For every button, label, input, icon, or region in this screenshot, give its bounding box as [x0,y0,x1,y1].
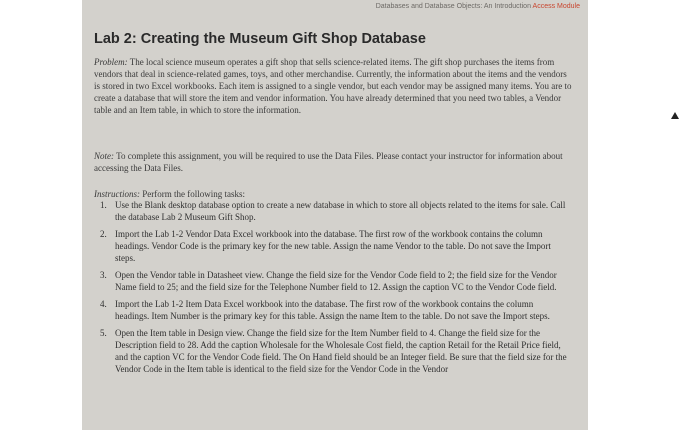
instructions-label: Instructions: [94,189,140,199]
list-item [100,199,568,223]
list-item [100,228,568,264]
note-text: To complete this assignment, you will be required to use the Data Files. Please contact your instructor for information about accessing the Data Files. [94,151,563,173]
step-text: Import the Lab 1-2 Item Data Excel workbook into the database. The first row of the workbook contains the column headings. Item Number is the primary key for this table. Assign the name Item to the table. Do not save the Import steps. [115,299,550,321]
page-title: Lab 2: Creating the Museum Gift Shop Database [94,31,426,47]
step-text: Use the Blank desktop database option to create a new database in which to store all objects related to the items for sale. Call the database Lab 2 Museum Gift Shop. [115,200,566,222]
running-head-text: Databases and Database Objects: An Introduction [375,3,531,10]
step-number: 3. [100,270,107,280]
list-item [100,298,568,322]
step-text: Open the Item table in Design view. Change the field size for the Item Number field to 4. Change the field size for the Description field to 28. Add the caption Wholesale for the Wholesale Cost field, the caption Retail for the Retail Price field, and the caption VC for the Vendor Code field. The On Hand field should be an Integer field. Be sure that the field size for the Vendor Code in the Item table is identical to the field size for the Vendor Code in the Vendor [115,328,567,374]
step-number: 4. [100,299,107,309]
step-number: 5. [100,328,107,338]
step-number: 1. [100,200,107,210]
step-number: 2. [100,229,107,239]
problem-text: The local science museum operates a gift shop that sells science-related items. The gift shop purchases the items from vendors that deal in science-related games, toys, and other merchandise. Currently, the information about the items and the vendors is stored in two Excel workbooks. Each item is assigned to a single vendor, but each vendor may be assigned many items. You are to create a database that will store the item and vendor information. You have already determined that you need two tables, a Vendor table and an Item table, in which to store the information. [94,57,572,115]
pointer-cursor-icon [671,112,679,119]
problem-label: Problem: [94,57,128,67]
note-paragraph [94,150,572,174]
instruction-steps [100,199,568,380]
step-text: Open the Vendor table in Datasheet view. Change the field size for the Vendor Code field to 2; the field size for the Vendor Name field to 25; and the field size for the Telephone Number field to 12. Assign the caption VC to the Vendor Code field. [115,270,557,292]
running-head-accent: Access Module [532,3,580,10]
step-text: Import the Lab 1-2 Vendor Data Excel workbook into the database. The first row of the workbook contains the column headings. Vendor Code is the primary key for the new table. Assign the name Vendor to the table. Do not save the Import steps. [115,229,551,263]
running-head [376,3,580,10]
instructions-text: Perform the following tasks: [142,189,245,199]
list-item [100,327,568,375]
problem-paragraph [94,56,572,116]
document-page [82,0,588,430]
list-item [100,269,568,293]
note-label: Note: [94,151,114,161]
